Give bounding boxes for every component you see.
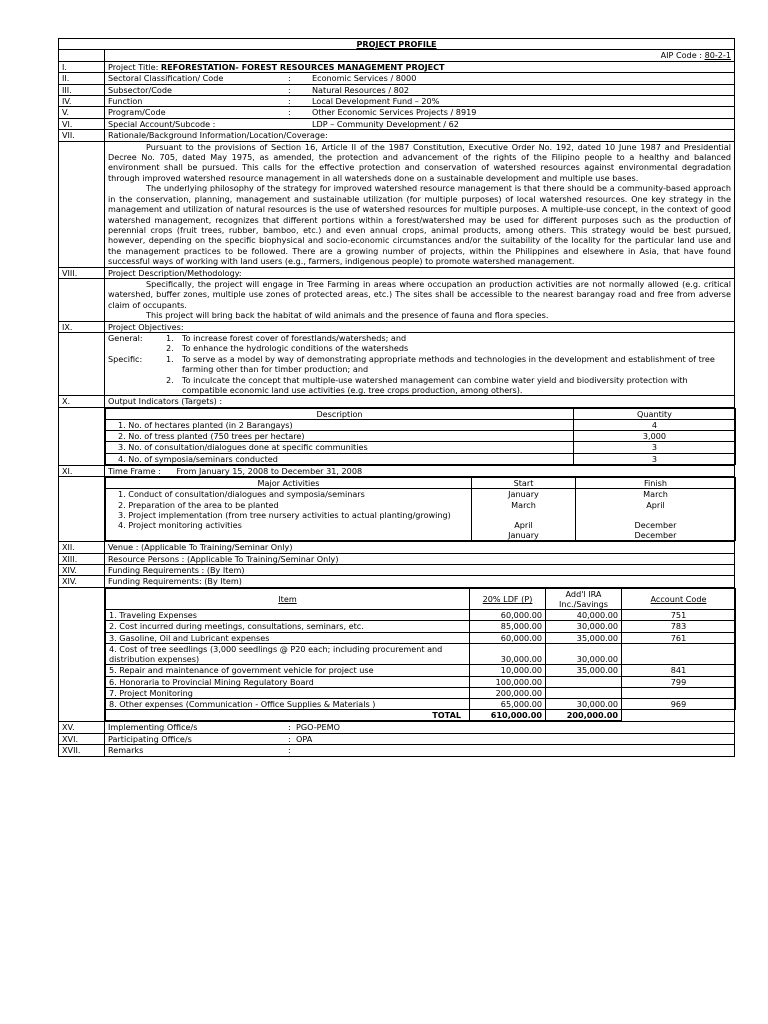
field-row: V. Program/Code : Other Economic Services Projects / 8919 [59, 107, 735, 118]
field-row: III. Subsector/Code : Natural Resources / 802 [59, 84, 735, 95]
rationale-heading: Rationale/Background Information/Location/Coverage: [105, 130, 735, 141]
description-paragraph: Specifically, the project will engage in Tree Farming in areas where occupation an production activities are not normally allowed (e.g. critical watershed, buffer zones, multiple use zones of protected areas, etc.) The sites shall be accessible to the nearest barangay road and free from adverse claim of occupants. [108, 278, 732, 310]
table-row: 1. Traveling Expenses 60,000.00 40,000.00 751 [106, 610, 736, 621]
column-header: Item [106, 588, 470, 609]
activities-table [105, 477, 736, 541]
table-row: 2. Cost incurred during meetings, consultations, seminars, etc. 85,000.00 30,000.00 783 [106, 621, 736, 632]
objectives-body [105, 332, 735, 395]
table-row: 7. Project Monitoring 200,000.00 [106, 687, 736, 698]
footer-row: XVI. Participating Office/s : OPA [59, 733, 735, 744]
title-row [59, 39, 735, 50]
footer-row: XVII. Remarks : [59, 745, 735, 756]
timeframe-heading-row: XI. Time Frame : From January 15, 2008 to December 31, 2008 [59, 465, 735, 476]
table-row: 8. Other expenses (Communication - Office Supplies & Materials ) 65,000.00 30,000.00 969 [106, 698, 736, 709]
column-header: 20% LDF (P) [470, 588, 546, 609]
column-header: Start [472, 478, 576, 489]
funding-heading-row: XIV. Funding Requirements: (By Item) [59, 576, 735, 587]
objective-item: 2. To enhance the hydrologic conditions of the watersheds [166, 343, 409, 354]
objectives-heading-row: IX. Project Objectives: [59, 321, 735, 332]
venue-row: XII. Venue : (Applicable To Training/Seminar Only) [59, 542, 735, 553]
table-row: 4. Cost of tree seedlings (3,000 seedlings @ P20 each; including procurement and distribution expenses) 30,000.00 30,000.00 [106, 643, 736, 664]
aip-code: AIP Code : 80-2-1 [105, 50, 735, 61]
table-header [106, 478, 736, 489]
timeframe-table-row [59, 477, 735, 542]
table-header [106, 588, 736, 609]
footer-row: XV. Implementing Office/s : PGO-PEMO [59, 722, 735, 733]
total-row [106, 710, 736, 721]
profile-table [58, 38, 735, 757]
rationale-paragraph: The underlying philosophy of the strategy for improved watershed resource management is that there should be a community-based approach in the conservation, planning, management and sustainable utilization (for multiple purposes) of local watershed resources. One key strategy in the management and utilization of natural resources is the use of watershed resources for multiple purposes. A multiple-use concept, in the context of good watershed management, recognizes that different portions within a forest/watershed may be used for different purposes such as the production of perennial crops (fruit trees, rubber, bamboo, etc.) and even annual crops, animal products, among others. This strategy would be best pursued, however, depending on the specific biophysical and socio-economic circumstances and/or the suitability of the locality for the particular land use and the management practices to be followed. There are a growing number of projects, within the Philippines and elsewhere in Asia, that have found successful ways of working with land users (e.g., farmers, indigenous people) to promote watershed management. [108, 183, 732, 267]
objective-item: General: 1. To increase forest cover of forestlands/watersheds; and [108, 332, 407, 343]
field-row: VI. Special Account/Subcode : LDP – Community Development / 62 [59, 118, 735, 129]
description-paragraph: This project will bring back the habitat of wild animals and the presence of fauna and flora species. [146, 310, 549, 321]
rationale-heading-row: VII. Rationale/Background Information/Location/Coverage: [59, 130, 735, 141]
project-profile-document [58, 38, 734, 757]
table-row: 1. Conduct of consultation/dialogues and symposia/seminars 2. Preparation of the area to be planted 3. Project implementation (from tree nursery activities to actual planting/growing) 4. Project monitoring activities January March April January March April December December [106, 489, 736, 541]
output-table [105, 408, 736, 465]
column-header: Quantity [574, 408, 736, 419]
field-row: II. Sectoral Classification/ Code : Economic Services / 8000 [59, 73, 735, 84]
objective-item: Specific: 1. To serve as a model by way of demonstrating appropriate methods and technologies in the development and establishment of tree farming other than for timber production; and [108, 353, 715, 375]
objectives-body-row [59, 332, 735, 395]
column-header: Account Code [622, 588, 736, 609]
table-row: 4. No. of symposia/seminars conducted 3 [106, 453, 736, 464]
table-row: 5. Repair and maintenance of government vehicle for project use 10,000.00 35,000.00 841 [106, 665, 736, 676]
table-row: 6. Honoraria to Provincial Mining Regulatory Board 100,000.00 799 [106, 676, 736, 687]
output-table-row [59, 407, 735, 465]
column-header: Major Activities [106, 478, 472, 489]
description-body-row [59, 278, 735, 321]
resource-row: XIII. Resource Persons : (Applicable To Training/Seminar Only) [59, 553, 735, 564]
objectives-heading: Project Objectives: [105, 321, 735, 332]
output-heading: Output Indicators (Targets) : [105, 396, 735, 407]
project-title: REFORESTATION- FOREST RESOURCES MANAGEMENT PROJECT [160, 61, 445, 72]
field-row: IV. Function : Local Development Fund – 20% [59, 96, 735, 107]
table-row: 2. No. of tress planted (750 trees per hectare) 3,000 [106, 431, 736, 442]
project-title-row: I. Project Title: REFORESTATION- FOREST RESOURCES MANAGEMENT PROJECT [59, 61, 735, 72]
rationale-paragraph: Pursuant to the provisions of Section 16, Article II of the 1987 Constitution, Executive Order No. 192, dated 10 June 1987 and Presidential Decree No. 705, dated May 1975, as amended, the protection and advancement of the rights of the Filipino people to a healthy and balanced environment shall be pursued. This calls for the effective protection and conservation of watershed resources against environmental degradation through improved watershed resource management in all watersheds done on a sustainable development and multiple use bases. [108, 141, 732, 183]
total-ira: 200,000.00 [546, 710, 622, 721]
column-header: Description [106, 408, 574, 419]
funding-table-row [59, 587, 735, 721]
rationale-body [105, 141, 735, 267]
column-header: Finish [576, 478, 736, 489]
column-header: Add'l IRA Inc./Savings [546, 588, 622, 609]
funding-table [105, 588, 736, 721]
description-heading-row: VIII. Project Description/Methodology: [59, 267, 735, 278]
table-row: 3. No. of consultation/dialogues done at specific communities 3 [106, 442, 736, 453]
objective-item: 2. To inculcate the concept that multiple-use watershed management can combine water yield and biodiversity protection with compatible economic land use activities (e.g. tree crops production, among others). [166, 374, 688, 395]
rationale-body-row [59, 141, 735, 267]
total-label: TOTAL [106, 710, 470, 721]
aip-row [59, 50, 735, 61]
funding-row: XIV. Funding Requirements : (By Item) [59, 565, 735, 576]
table-row: 3. Gasoline, Oil and Lubricant expenses 60,000.00 35,000.00 761 [106, 632, 736, 643]
timeframe-heading: Time Frame : From January 15, 2008 to December 31, 2008 [105, 465, 735, 476]
description-body [105, 278, 735, 321]
table-header [106, 408, 736, 419]
description-heading: Project Description/Methodology: [105, 267, 735, 278]
total-ldf: 610,000.00 [470, 710, 546, 721]
page-title: PROJECT PROFILE [59, 39, 735, 50]
table-row: 1. No. of hectares planted (in 2 Barangays) 4 [106, 420, 736, 431]
output-heading-row: X. Output Indicators (Targets) : [59, 396, 735, 407]
